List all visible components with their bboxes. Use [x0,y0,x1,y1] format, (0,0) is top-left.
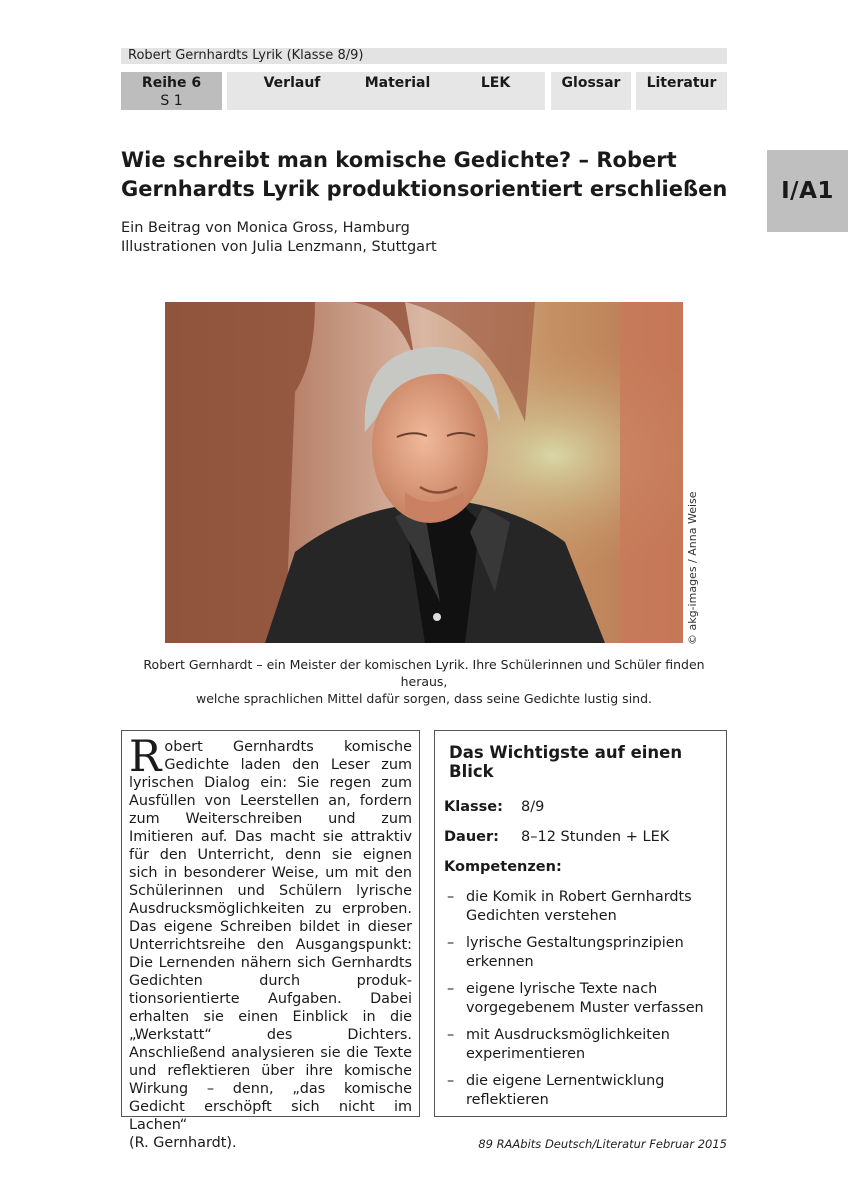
tab-verlauf-label: Verlauf [263,75,321,91]
byline [121,219,437,257]
caption-line-2: welche sprachlichen Mittel dafür sorgen, dass seine Gedichte lustig sind. [195,691,653,706]
tab-literatur[interactable] [636,72,727,110]
intro-text-box [121,730,420,1151]
author-portrait-photo [165,302,683,643]
photo-credit [686,491,836,645]
class-label: Klasse: [444,799,503,815]
caption-line-1: Robert Gernhardt – ein Meister der komischen Lyrik. Ihre Schülerinnen und Schüler finden heraus, [143,657,705,689]
series-title-bar: Robert Gernhardts Lyrik (Klasse 8/9) [121,48,727,64]
tab-material-label: Material [364,75,431,91]
overview-title: Das Wichtigste auf einen Blick [449,743,683,781]
photo-credit-text: © akg-images / Anna Weise [686,491,699,645]
competence-text: lyrische Gestaltungsprinzipien erkennen [466,935,684,970]
tab-literatur-label: Literatur [646,75,717,91]
list-item [444,1072,717,1109]
class-value: 8/9 [521,799,545,815]
list-item [444,1026,717,1063]
duration-row [444,829,717,845]
section-marker: I/A1 [767,150,848,232]
competence-text: mit Ausdrucksmöglichkeiten experimentieren [466,1027,670,1062]
illustrator-line: Illustrationen von Julia Lenzmann, Stuttgart [121,239,437,255]
intro-paragraph: obert Gernhardts komische Gedichte laden den Leser zum lyrischen Dialog ein: Sie regen zum Ausfüllen von Leerstellen an, fordern zum Weiterschreiben und zum Imitieren auf. Das macht sie attraktiv für den Unterricht, denn sie eignen sich in besonderer Weise, um mit den Schülerinnen und Schülern lyrische Ausdrucksmöglichkeiten zu erproben. Das eigene Schreiben bildet in dieser Unterrichtsreihe den Ausgangspunkt: Die Lernenden nähern sich Gernhardts Gedichten durch produktionsorientierte Aufgaben. Dabei erhalten sie einen Einblick in die „Werkstatt“ des Dichters. Anschließend analysieren sie die Texte und reflektieren über ihre komische Wirkung – denn, „das komische Gedicht erschöpft sich nicht im Lachen“ [129,739,412,1133]
list-dash: – [447,935,455,951]
list-dash: – [447,889,455,905]
list-dash: – [447,1027,455,1043]
list-item [444,934,717,971]
list-item [444,888,717,925]
duration-label: Dauer: [444,829,499,845]
tab-reihe-page: S 1 [160,93,183,109]
drop-cap: R [129,732,162,782]
list-item [444,980,717,1017]
author-line: Ein Beitrag von Monica Gross, Hamburg [121,220,410,236]
photo-caption [121,656,727,707]
article-title: Wie schreibt man komische Gedichte? – Robert Gernhardts Lyrik produktionsorientiert erschließen [121,148,728,201]
competence-text: die eigene Lernentwicklung reflektieren [466,1073,665,1108]
tab-reihe[interactable] [121,72,222,110]
list-dash: – [447,981,455,997]
tab-material[interactable] [355,72,440,110]
intro-citation: (R. Gernhardt). [129,1135,237,1151]
tab-glossar-label: Glossar [561,75,621,91]
footer-source: 89 RAAbits Deutsch/Literatur Februar 2015 [478,1137,727,1151]
competence-text: eigene lyrische Texte nach vorgegebenem Muster verfassen [466,981,704,1016]
duration-value: 8–12 Stunden + LEK [521,829,670,845]
overview-box [434,730,727,1117]
competence-text: die Komik in Robert Gernhardts Gedichten verstehen [466,889,692,924]
tab-glossar[interactable] [551,72,631,110]
list-dash: – [447,1073,455,1089]
competences-label: Kompetenzen: [444,859,562,875]
tab-lek-label: LEK [480,75,511,91]
competences-list [444,888,717,1109]
tab-reihe-label: Reihe 6 [141,75,202,91]
class-row [444,799,717,815]
tab-lek[interactable] [446,72,545,110]
